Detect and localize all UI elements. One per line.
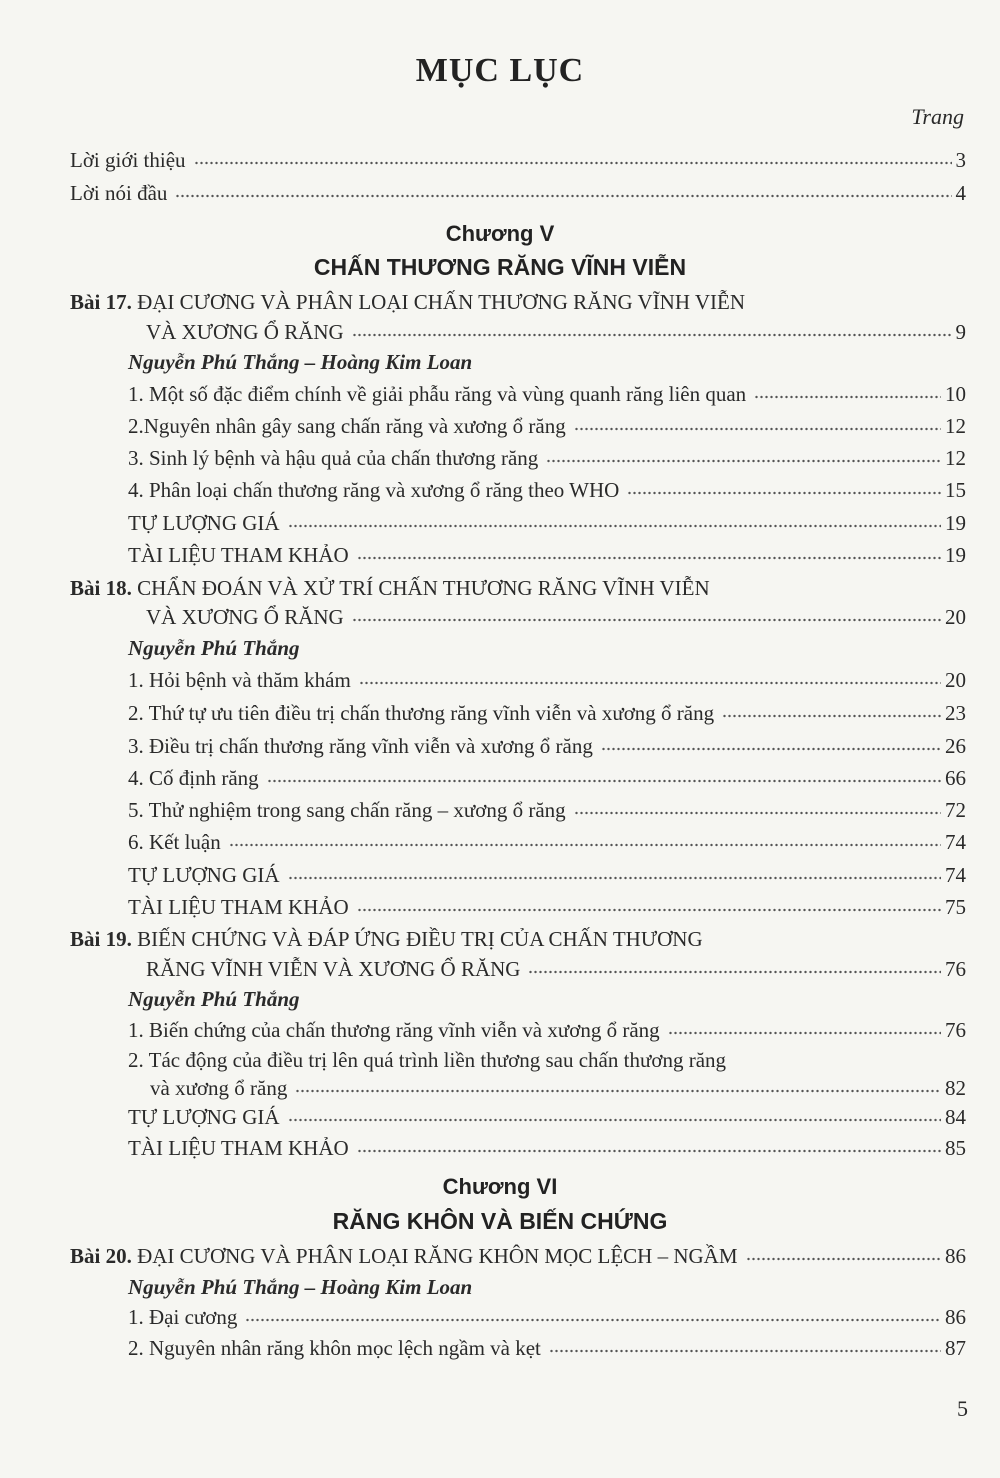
- toc-entry-label: Lời giới thiệu: [70, 148, 186, 172]
- toc-entry-page: 20: [945, 605, 966, 629]
- toc-entry-page: 84: [945, 1105, 966, 1129]
- lesson-title: BIẾN CHỨNG VÀ ĐÁP ỨNG ĐIỀU TRỊ CỦA CHẤN THƯƠNG: [131, 927, 703, 951]
- toc-entry: [128, 412, 966, 440]
- toc-entry-page: 10: [945, 382, 966, 406]
- toc-entry: [128, 1303, 966, 1331]
- lesson-number: Bài 20.: [70, 1244, 132, 1268]
- toc-entry: [128, 732, 966, 760]
- toc-entry-label: 4. Cố định răng: [128, 766, 259, 790]
- dot-leader: [574, 810, 941, 816]
- toc-entry-page: 86: [945, 1305, 966, 1329]
- toc-entry: [128, 666, 966, 694]
- toc-entry-label: 3. Điều trị chấn thương răng vĩnh viễn và xương ổ răng: [128, 734, 593, 758]
- lesson-title-cont: VÀ XƯƠNG Ổ RĂNG: [146, 320, 344, 344]
- dot-leader: [359, 680, 941, 686]
- lesson-number: Bài 18.: [70, 576, 132, 600]
- toc-entry-label: TỰ LƯỢNG GIÁ: [128, 863, 280, 887]
- toc-entry-page: 15: [945, 478, 966, 502]
- lesson-heading: [70, 1242, 738, 1270]
- toc-entry-label: Lời nói đầu: [70, 181, 168, 205]
- toc-entry-page: 85: [945, 1136, 966, 1160]
- toc-entry: [128, 828, 966, 856]
- toc-entry: [70, 1242, 966, 1270]
- toc-entry-label: 1. Biến chứng của chấn thương răng vĩnh viễn và xương ổ răng: [128, 1018, 660, 1042]
- dot-leader: [295, 1088, 941, 1094]
- toc-entry-label: TÀI LIỆU THAM KHẢO: [128, 543, 349, 567]
- toc-entry-page: 74: [945, 863, 966, 887]
- toc-entry-page: 20: [945, 668, 966, 692]
- toc-entry-page: 12: [945, 446, 966, 470]
- toc-entry-page: 66: [945, 766, 966, 790]
- toc-entry: [128, 509, 966, 537]
- dot-leader: [546, 458, 941, 464]
- toc-entry: [128, 893, 966, 921]
- toc-entry: [128, 699, 966, 727]
- toc-entry-page: 76: [945, 1018, 966, 1042]
- lesson-author: Nguyễn Phú Thắng: [128, 636, 300, 660]
- toc-entry: [128, 380, 966, 408]
- dot-leader: [746, 1256, 941, 1262]
- lesson-number: Bài 17.: [70, 290, 132, 314]
- toc-entry-label: 5. Thử nghiệm trong sang chấn răng – xương ổ răng: [128, 798, 566, 822]
- chapter-title: CHẤN THƯƠNG RĂNG VĨNH VIỄN: [313, 254, 687, 280]
- dot-leader: [245, 1317, 941, 1323]
- lesson-title: ĐẠI CƯƠNG VÀ PHÂN LOẠI RĂNG KHÔN MỌC LỆCH – NGẦM: [131, 1244, 738, 1268]
- page-number: 5: [957, 1396, 968, 1421]
- chapter-number: Chương V: [445, 221, 555, 246]
- page-column-label: Trang: [911, 104, 964, 129]
- chapter-title: RĂNG KHÔN VÀ BIẾN CHỨNG: [332, 1208, 668, 1234]
- toc-entry-label: 2. Nguyên nhân răng khôn mọc lệch ngầm và kẹt: [128, 1336, 541, 1360]
- lesson-title: ĐẠI CƯƠNG VÀ PHÂN LOẠI CHẤN THƯƠNG RĂNG VĨNH VIỄN: [131, 290, 746, 314]
- toc-entry: [128, 541, 966, 569]
- toc-entry-label: 6. Kết luận: [128, 830, 221, 854]
- dot-leader: [352, 617, 941, 623]
- toc-entry: [128, 764, 966, 792]
- toc-entry-page: 74: [945, 830, 966, 854]
- dot-leader: [357, 1148, 941, 1154]
- toc-entry: [146, 318, 966, 346]
- toc-entry-page: 12: [945, 414, 966, 438]
- dot-leader: [288, 875, 941, 881]
- toc-entry: [128, 861, 966, 889]
- toc-entry-label: và xương ổ răng: [150, 1076, 288, 1100]
- toc-entry-page: 82: [945, 1076, 966, 1100]
- toc-entry-label: 1. Hỏi bệnh và thăm khám: [128, 668, 351, 692]
- toc-entry-label: 4. Phân loại chấn thương răng và xương ổ răng theo WHO: [128, 478, 620, 502]
- dot-leader: [175, 193, 951, 199]
- toc-entry: [128, 476, 966, 504]
- lesson-title-cont: RĂNG VĨNH VIỄN VÀ XƯƠNG Ổ RĂNG: [146, 957, 521, 981]
- toc-entry-page: 9: [955, 320, 966, 344]
- toc-entry: [128, 444, 966, 472]
- toc-entry-page: 75: [945, 895, 966, 919]
- toc-entry-label: 1. Đại cương: [128, 1305, 238, 1329]
- toc-entry: [128, 1016, 966, 1044]
- toc-entry-label: TỰ LƯỢNG GIÁ: [128, 511, 280, 535]
- lesson-number: Bài 19.: [70, 927, 132, 951]
- toc-entry-page: 4: [955, 181, 966, 205]
- dot-leader: [528, 969, 941, 975]
- toc-entry-label: 1. Một số đặc điểm chính về giải phẫu răng và vùng quanh răng liên quan: [128, 382, 747, 406]
- lesson-author: Nguyễn Phú Thắng: [128, 987, 300, 1011]
- toc-entry: [146, 955, 966, 983]
- toc-entry-page: 86: [945, 1244, 966, 1268]
- page-title: MỤC LỤC: [415, 52, 585, 89]
- toc-entry-page: 19: [945, 511, 966, 535]
- lesson-heading: [70, 925, 703, 953]
- dot-leader: [357, 555, 941, 561]
- toc-entry-label: TÀI LIỆU THAM KHẢO: [128, 1136, 349, 1160]
- toc-entry-page: 3: [955, 148, 966, 172]
- toc-entry-page: 76: [945, 957, 966, 981]
- toc-entry: [128, 1334, 966, 1362]
- toc-entry-label: TÀI LIỆU THAM KHẢO: [128, 895, 349, 919]
- toc-entry: [146, 603, 966, 631]
- toc-entry-label: 2.Nguyên nhân gây sang chấn răng và xương ổ răng: [128, 414, 566, 438]
- lesson-author: Nguyễn Phú Thắng – Hoàng Kim Loan: [128, 1275, 473, 1299]
- dot-leader: [267, 778, 941, 784]
- toc-entry-page: 23: [945, 701, 966, 725]
- toc-entry-page: 26: [945, 734, 966, 758]
- toc-entry-page: 72: [945, 798, 966, 822]
- dot-leader: [549, 1348, 941, 1354]
- toc-entry: [70, 179, 966, 207]
- lesson-author: Nguyễn Phú Thắng – Hoàng Kim Loan: [128, 350, 473, 374]
- dot-leader: [601, 746, 941, 752]
- dot-leader: [668, 1030, 941, 1036]
- chapter-number: Chương VI: [442, 1174, 558, 1199]
- dot-leader: [352, 332, 952, 338]
- toc-entry-label: TỰ LƯỢNG GIÁ: [128, 1105, 280, 1129]
- toc-entry: [70, 146, 966, 174]
- lesson-heading: [70, 288, 745, 316]
- toc-entry: [128, 796, 966, 824]
- dot-leader: [574, 426, 941, 432]
- dot-leader: [627, 490, 941, 496]
- toc-entry: [128, 1134, 966, 1162]
- dot-leader: [357, 907, 941, 913]
- dot-leader: [288, 523, 941, 529]
- dot-leader: [722, 713, 941, 719]
- dot-leader: [288, 1117, 941, 1123]
- dot-leader: [229, 842, 941, 848]
- dot-leader: [194, 160, 952, 166]
- toc-entry-page: 19: [945, 543, 966, 567]
- lesson-heading: [70, 574, 710, 602]
- toc-entry: [150, 1074, 966, 1102]
- toc-entry-label: 2. Tác động của điều trị lên quá trình liền thương sau chấn thương răng: [128, 1048, 727, 1072]
- toc-entry-page: 87: [945, 1336, 966, 1360]
- dot-leader: [754, 394, 941, 400]
- lesson-title-cont: VÀ XƯƠNG Ổ RĂNG: [146, 605, 344, 629]
- lesson-title: CHẨN ĐOÁN VÀ XỬ TRÍ CHẤN THƯƠNG RĂNG VĨNH VIỄN: [131, 576, 710, 600]
- toc-entry-label: 3. Sinh lý bệnh và hậu quả của chấn thương răng: [128, 446, 539, 470]
- toc-entry-label: 2. Thứ tự ưu tiên điều trị chấn thương răng vĩnh viễn và xương ổ răng: [128, 701, 715, 725]
- toc-entry: [128, 1103, 966, 1131]
